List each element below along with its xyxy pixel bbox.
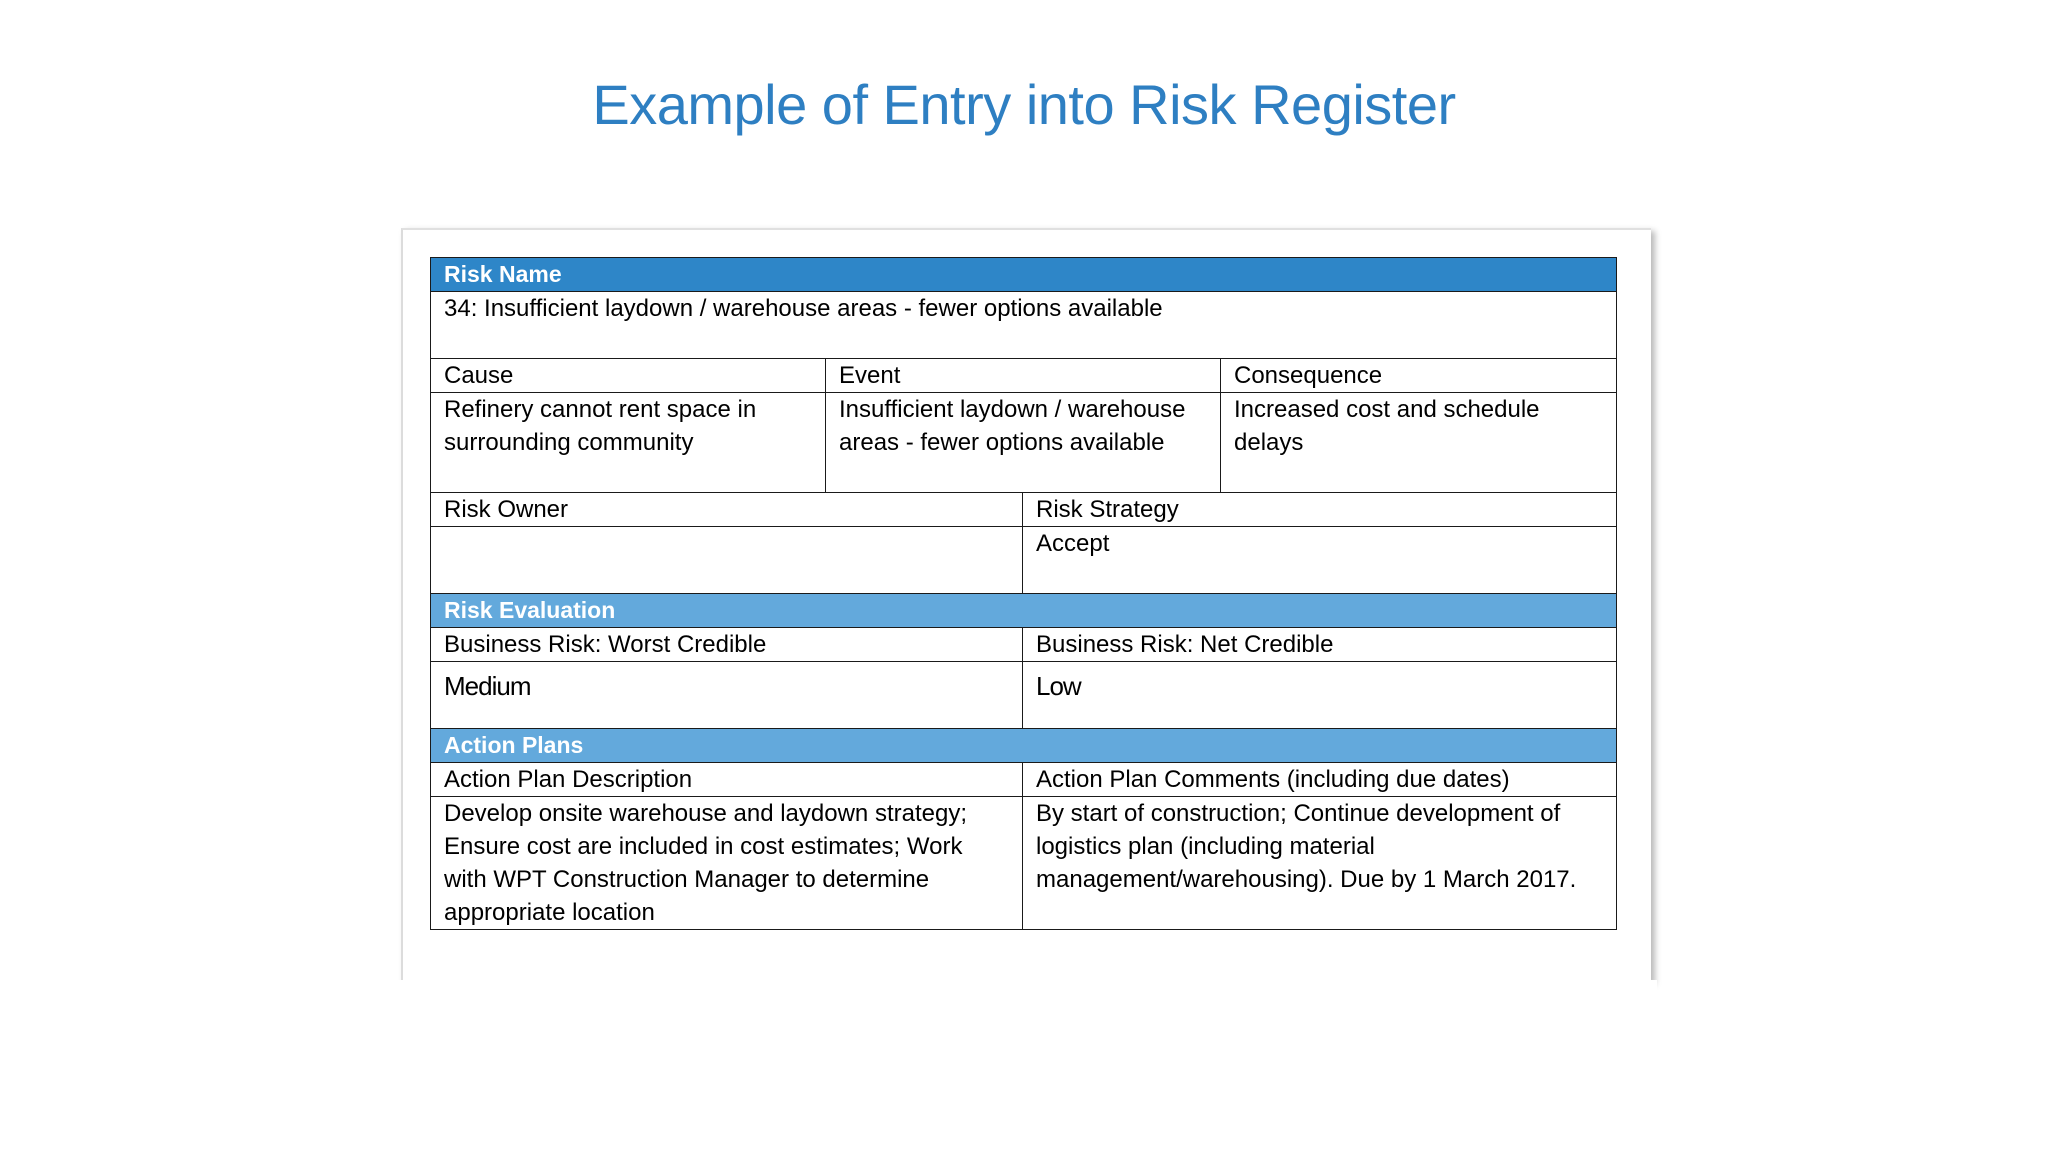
worst-credible-cell: [431, 662, 1023, 729]
risk-name-value: 34: Insufficient laydown / warehouse areas - fewer options available: [431, 292, 1617, 359]
event-label: Event: [826, 359, 1221, 393]
worst-credible-value: Medium: [444, 671, 531, 701]
risk-owner-value: [431, 527, 1023, 594]
action-comments-label: Action Plan Comments (including due dates): [1023, 763, 1617, 797]
card-bottom-fade: [395, 980, 1657, 994]
risk-strategy-value: Accept: [1023, 527, 1617, 594]
cause-label: Cause: [431, 359, 826, 393]
worst-credible-label: Business Risk: Worst Credible: [431, 628, 1023, 662]
net-credible-value: Low: [1036, 671, 1081, 701]
cause-value: Refinery cannot rent space in surrounding community: [431, 393, 826, 493]
risk-strategy-label: Risk Strategy: [1023, 493, 1617, 527]
action-comments-value: By start of construction; Continue development of logistics plan (including material management/warehousing). Due by 1 March 2017.: [1023, 797, 1617, 930]
action-plans-header: Action Plans: [431, 729, 1617, 763]
consequence-label: Consequence: [1221, 359, 1617, 393]
net-credible-label: Business Risk: Net Credible: [1023, 628, 1617, 662]
risk-register-table: [430, 257, 1617, 930]
action-desc-value: Develop onsite warehouse and laydown strategy; Ensure cost are included in cost estimates; Work with WPT Construction Manager to determine appropriate location: [431, 797, 1023, 930]
net-credible-cell: [1023, 662, 1617, 729]
event-value: Insufficient laydown / warehouse areas - fewer options available: [826, 393, 1221, 493]
risk-evaluation-header: Risk Evaluation: [431, 594, 1617, 628]
risk-name-header: Risk Name: [431, 258, 1617, 292]
consequence-value: Increased cost and schedule delays: [1221, 393, 1617, 493]
slide-title: Example of Entry into Risk Register: [592, 73, 1456, 136]
action-desc-label: Action Plan Description: [431, 763, 1023, 797]
risk-owner-label: Risk Owner: [431, 493, 1023, 527]
